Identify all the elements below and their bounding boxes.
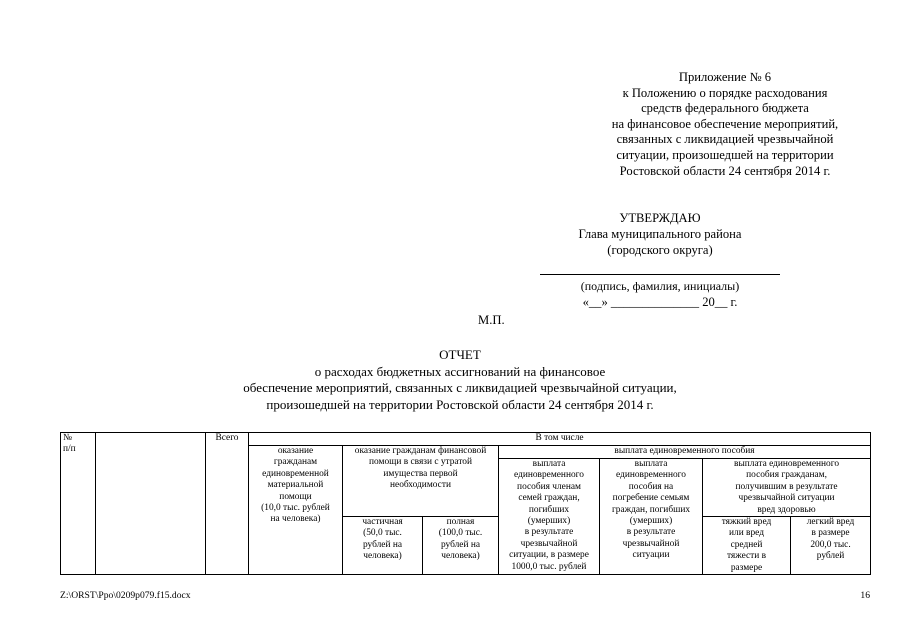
report-subtitle-line: произошедшей на территории Ростовской области 24 сентября 2014 г.	[266, 396, 654, 412]
col-total: Всего	[206, 433, 249, 575]
signature-line	[540, 274, 780, 275]
col-light: легкий вред в размере 200,0 тыс. рублей	[791, 517, 871, 575]
page-number: 16	[860, 590, 870, 601]
stamp-place: М.П.	[478, 313, 505, 327]
appendix-line: связанных с ликвидацией чрезвычайной	[616, 132, 834, 147]
appendix-line: на финансовое обеспечение мероприятий,	[611, 116, 839, 131]
appendix-block	[560, 70, 890, 179]
appendix-line: средств федерального бюджета	[641, 101, 809, 116]
including-header: В том числе	[249, 433, 871, 446]
date-template: «__» ______________ 20__ г.	[582, 295, 738, 309]
signature-caption: (подпись, фамилия, инициалы)	[580, 279, 740, 293]
col-name	[96, 433, 206, 575]
appendix-line: Ростовской области 24 сентября 2014 г.	[619, 163, 831, 178]
approval-position: Глава муниципального района	[578, 227, 742, 241]
col-lump-injury: выплата единовременного пособия гражданам, получившим в результате чрезвычайной ситуации вред здоровью	[703, 459, 871, 517]
approval-block	[530, 210, 790, 258]
appendix-line: ситуации, произошедшей на территории	[616, 147, 834, 162]
report-subtitle-line: обеспечение мероприятий, связанных с ликвидацией чрезвычайной ситуации,	[243, 380, 677, 395]
approval-position-sub: (городского округа)	[607, 243, 713, 257]
appendix-line: Приложение № 6	[678, 70, 772, 84]
col-full: полная (100,0 тыс. рублей на человека)	[423, 517, 499, 575]
col-number: № п/п	[61, 433, 96, 575]
approval-title: УТВЕРЖДАЮ	[619, 211, 701, 225]
col-lump-burial: выплата единовременного пособия на погребение семьям граждан, погибших (умерших) в результате чрезвычайной ситуации	[600, 459, 703, 575]
report-heading	[150, 347, 770, 413]
report-table	[60, 432, 871, 575]
col-partial: частичная (50,0 тыс. рублей на человека)	[343, 517, 423, 575]
file-path: Z:\ORST\Ppo\0209p079.f15.docx	[60, 590, 191, 601]
appendix-line: к Положению о порядке расходования	[622, 85, 828, 100]
col-financial-aid: оказание гражданам финансовой помощи в связи с утратой имущества первой необходимости	[343, 446, 499, 517]
col-severe: тяжкий вред или вред средней тяжести в размере	[703, 517, 791, 575]
report-title: ОТЧЕТ	[439, 347, 481, 362]
report-subtitle-line: о расходах бюджетных ассигнований на финансовое	[314, 363, 606, 379]
col-lump-family: выплата единовременного пособия членам семей граждан, погибших (умерших) в результате чрезвычайной ситуации, в размере 1000,0 тыс. рублей	[499, 459, 600, 575]
col-material-aid: оказание гражданам единовременной материальной помощи (10,0 тыс. рублей на человека)	[249, 446, 343, 575]
col-lump-sum: выплата единовременного пособия	[499, 446, 871, 459]
